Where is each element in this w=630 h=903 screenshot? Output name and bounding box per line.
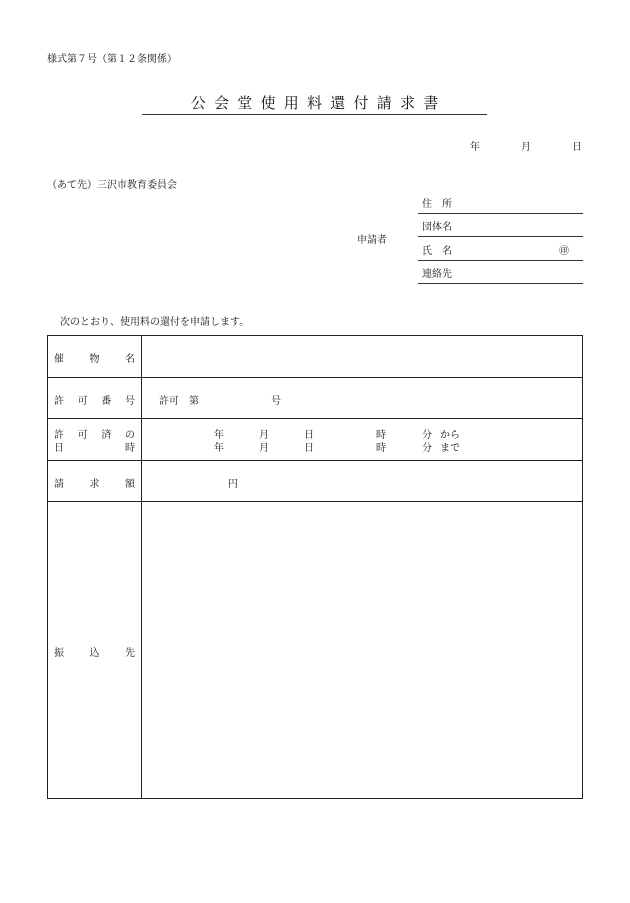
to-suffix: まで — [440, 443, 460, 454]
from-hour: 時 — [376, 430, 386, 441]
applicant-contact-label: 連絡先 — [422, 269, 452, 280]
permitted-datetime-input[interactable] — [143, 419, 582, 460]
header-char: 許 — [54, 430, 64, 441]
header-char: 額 — [125, 479, 135, 490]
header-char: 物 — [89, 354, 100, 365]
header-permit-number — [48, 378, 142, 418]
event-name-input[interactable] — [143, 336, 582, 377]
header-char: 振 — [54, 648, 64, 659]
applicant-contact-field[interactable] — [418, 260, 583, 284]
date-line — [470, 138, 582, 153]
applicant-address-field[interactable] — [418, 190, 583, 214]
to-year: 年 — [214, 443, 224, 454]
applicant-organization-label: 団体名 — [422, 222, 452, 233]
permit-number-input[interactable] — [143, 378, 582, 418]
header-char: 可 — [77, 430, 88, 441]
applicant-label: 申請者 — [357, 235, 387, 246]
addressee: （あて先）三沢市教育委員会 — [47, 180, 177, 191]
header-char: 済 — [101, 430, 112, 441]
lead-text: 次のとおり、使用料の還付を申請します。 — [60, 317, 250, 328]
header-event-name — [48, 336, 142, 377]
header-char: の — [124, 430, 135, 441]
to-month: 月 — [259, 443, 269, 454]
header-char: 可 — [77, 396, 88, 407]
header-char: 号 — [124, 396, 135, 407]
date-month-label: 月 — [521, 142, 531, 153]
header-char: 時 — [125, 443, 135, 454]
title-underline — [142, 114, 487, 115]
document-title: 公会堂使用料還付請求書 — [190, 94, 447, 112]
form-number: 様式第７号（第１２条関係） — [47, 54, 177, 65]
to-minute: 分 — [422, 443, 432, 454]
header-char: 日 — [54, 443, 64, 454]
applicant-name-field[interactable] — [418, 237, 583, 261]
from-month: 月 — [259, 430, 269, 441]
from-minute: 分 — [422, 430, 432, 441]
applicant-address-label: 住 所 — [422, 199, 452, 210]
request-table — [47, 335, 583, 799]
header-transfer-to — [48, 502, 142, 798]
to-hour: 時 — [376, 443, 386, 454]
permit-suffix: 号 — [271, 396, 281, 407]
header-char: 許 — [54, 396, 64, 407]
header-char: 請 — [54, 479, 64, 490]
row-event-name — [48, 336, 582, 378]
amount-input[interactable] — [143, 461, 582, 501]
applicant-name-label: 氏 名 — [422, 246, 452, 257]
transfer-to-input[interactable] — [143, 502, 582, 798]
header-char: 名 — [125, 354, 135, 365]
to-day: 日 — [304, 443, 314, 454]
date-day-label: 日 — [572, 142, 582, 153]
seal-mark: ㊞ — [559, 246, 569, 257]
header-char: 込 — [89, 648, 100, 659]
date-year-label: 年 — [470, 142, 480, 153]
row-permit-number — [48, 378, 582, 419]
header-amount — [48, 461, 142, 501]
row-amount — [48, 461, 582, 502]
header-permitted-datetime — [48, 419, 142, 460]
applicant-organization-field[interactable] — [418, 213, 583, 237]
amount-unit: 円 — [228, 479, 238, 490]
header-char: 番 — [101, 396, 112, 407]
from-year: 年 — [214, 430, 224, 441]
header-char: 求 — [89, 479, 100, 490]
from-day: 日 — [304, 430, 314, 441]
row-transfer-to — [48, 502, 582, 798]
permit-prefix: 許可 第 — [159, 396, 199, 407]
row-permitted-datetime — [48, 419, 582, 461]
header-char: 先 — [125, 648, 135, 659]
header-char: 催 — [54, 354, 64, 365]
from-suffix: から — [440, 430, 460, 441]
